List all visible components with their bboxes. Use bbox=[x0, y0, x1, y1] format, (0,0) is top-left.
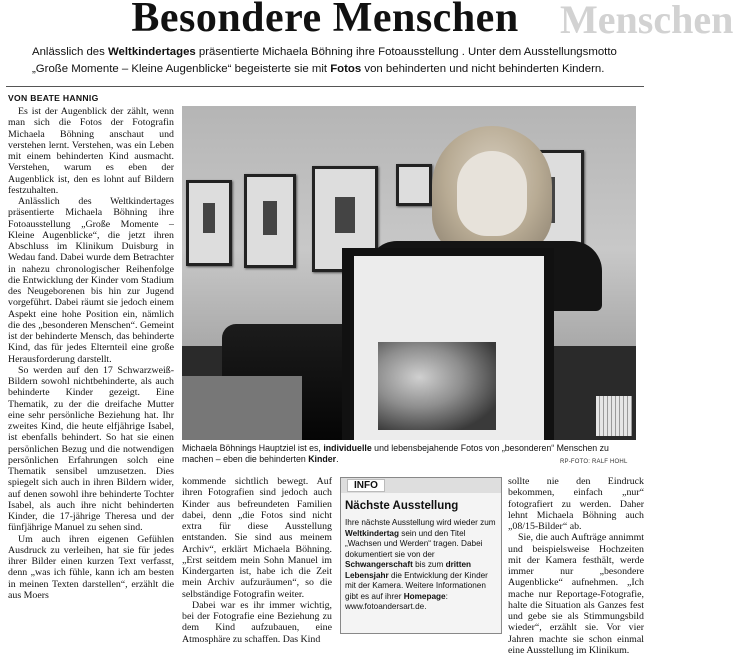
deck-bold-weltkindertag: Weltkindertages bbox=[107, 46, 196, 58]
deck-text: Anlässlich des bbox=[32, 46, 108, 58]
caption-text: . bbox=[336, 454, 339, 464]
info-text: die Entwicklung der Kinder mit der Kamera. Weitere Informationen gibt es auf ihrer bbox=[345, 570, 488, 601]
photographer-face bbox=[457, 151, 527, 236]
paragraph: So werden auf den 17 Schwarzweiß-Bildern sowohl nichtbehinderte, als auch behinderte Kinder gezeigt. Eine Thematik, zu der die dreifache Mutter eine sehr persönliche Beziehung hat. Ihr zweites Kind, die heute elfjährige Isabel, ist ebenfalls behindert. So hat sie einen persönlichen Bezug und die notwendigen persönlichen Erfahrungen solch eine Thematik sensibel umzusetzen. Dies spiegelt sich auch in ihren Bildern wider, auf denen sowohl ihre behinderte Tochter Isabel, als auch ihre nicht behinderten Kinder, die 17-jährige Theresa und der fünfjährige Manuel zu sehen sind. bbox=[8, 364, 174, 534]
info-bold: Schwangerschaft bbox=[345, 560, 413, 569]
deck-intro bbox=[32, 44, 632, 78]
table bbox=[182, 376, 302, 440]
deck-text: von behinderten und nicht behinderten Kindern. bbox=[361, 63, 605, 75]
radiator bbox=[596, 396, 632, 436]
info-body bbox=[345, 518, 497, 613]
paragraph: kommende sichtlich bewegt. Auf ihren Fotografien sind jedoch auch Kinder aus befreundeten Familien dabei, denn „die Fotos sind nicht extra für diese Ausstellung entstanden. Sie sind aus meinem Archiv“, erklärt Michaela Böhning. „Erst seitdem mein Sohn Manuel im Kindergarten ist, habe ich die Zeit mein Archiv aufzuräumen“, so die selbständige Fotografin weiter. bbox=[182, 476, 332, 600]
caption-text: und lebensbejahende Fotos von „besonderen“ Menschen zu machen – eben die behinderten bbox=[182, 443, 609, 464]
headline: Besondere Menschen bbox=[131, 0, 519, 41]
paragraph: Sie, die auch Aufträge annimmt und beispielsweise Hochzeiten mit der Kamera festhält, werde immer nur „besondere Augenblicke“ aufnehmen. „Ich mache nur Reportage-Fotografie, halte die Situation als Ganzes fest und gebe sie als Stimmungsbild wieder“, erzählt sie. Vor vier Jahren machte sie schon einmal eine Ausstellung im Klinikum. bbox=[508, 532, 644, 656]
caption-text: Michaela Böhnings Hauptziel ist es, bbox=[182, 443, 324, 453]
paragraph: Es ist der Augenblick der zählt, wenn man sich die Fotos der Fotografin Michaela Böhning anschaut und verstehen lernt. Verstehen, was ein Leben mit einem behinderten Kind ausmacht. Verstehen, warum es eben der Augenblick ist, den es lohnt auf Bildern festzuhalten. bbox=[8, 106, 174, 196]
info-tag: INFO bbox=[347, 479, 385, 492]
neighbor-headline-fragment: Menschen bbox=[560, 0, 733, 42]
info-bold: Homepage bbox=[403, 591, 446, 601]
info-bold: dritten Lebensjahr bbox=[345, 560, 472, 580]
article-photo bbox=[182, 106, 636, 440]
header-rule bbox=[6, 86, 644, 87]
info-title: Nächste Ausstellung bbox=[345, 500, 459, 512]
info-text: bis zum bbox=[412, 560, 446, 569]
info-text: : www.fotoandersart.de. bbox=[345, 591, 448, 611]
caption-bold: individuelle bbox=[323, 443, 372, 453]
info-text: sein und den Titel „Wachsen und Werden“ tragen. Dabei dokumentiert sie von der bbox=[345, 528, 483, 559]
photo-credit: RP-FOTO: RALF HOHL bbox=[560, 459, 628, 465]
wall-picture-frame bbox=[244, 174, 296, 268]
deck-bold-fotos: Fotos bbox=[330, 63, 362, 75]
byline: VON BEATE HANNIG bbox=[8, 93, 99, 103]
paragraph: Anlässlich des Weltkindertages präsentierte Michaela Böhning ihre Fotoausstellung „Große Momente – Kleine Augenblicke“, die jetzt ihren Abschluss im Klinikum Duisburg in Wedau fand. Dabei wurde dem Betrachter in nahezu chronologischer Reihenfolge die Entwicklung der Kinder vom Stadium des Neugeborenen bis hin zur Jugend vorgeführt. Dabei räumt sie jedoch einem Aspekt eine hohe Position ein, nämlich die des „besonderen Menschen“. Gemeint ist der behinderte Mensch, das behinderte Kind, das für jedes Elternteil eine große Herausforderung darstellt. bbox=[8, 196, 174, 365]
article-column-1 bbox=[8, 106, 174, 601]
paragraph: sollte nie den Eindruck bekommen, einfach „nur“ fotografiert zu werden. Daher lehnt Michaela Böhning auch „08/15-Bilder“ ab. bbox=[508, 476, 644, 532]
info-text: Ihre nächste Ausstellung wird wieder zum bbox=[345, 518, 496, 527]
paragraph: Dabei war es ihr immer wichtig, bei der Fotografie eine Beziehung zu dem Kind aufzubauen, eine Atmosphäre zu schaffen. Das Kind bbox=[182, 599, 332, 645]
caption-bold: Kinder bbox=[308, 454, 337, 464]
info-box bbox=[340, 477, 502, 634]
article-column-2 bbox=[182, 476, 332, 645]
deck-text: präsentierte Michaela Böhning ihre Fotoausstellung . Unter dem Ausstellungsmotto „Große Momente – Kleine Augenblicke“ begeisterte sie mit bbox=[32, 46, 617, 75]
paragraph: Um auch ihren eigenen Gefühlen Ausdruck zu verleihen, hat sie für jedes ihrer Bilder einen kurzen Text verfasst, denn „was ich fühle, kann ich am besten in meinen Texten darstellen“, erzählt die aus Moers bbox=[8, 533, 174, 601]
wall-picture-frame bbox=[186, 180, 232, 266]
article-column-3 bbox=[508, 476, 644, 656]
wall-picture-frame bbox=[396, 164, 432, 206]
info-bold: Weltkindertag bbox=[345, 528, 399, 538]
children-photo bbox=[378, 342, 496, 430]
